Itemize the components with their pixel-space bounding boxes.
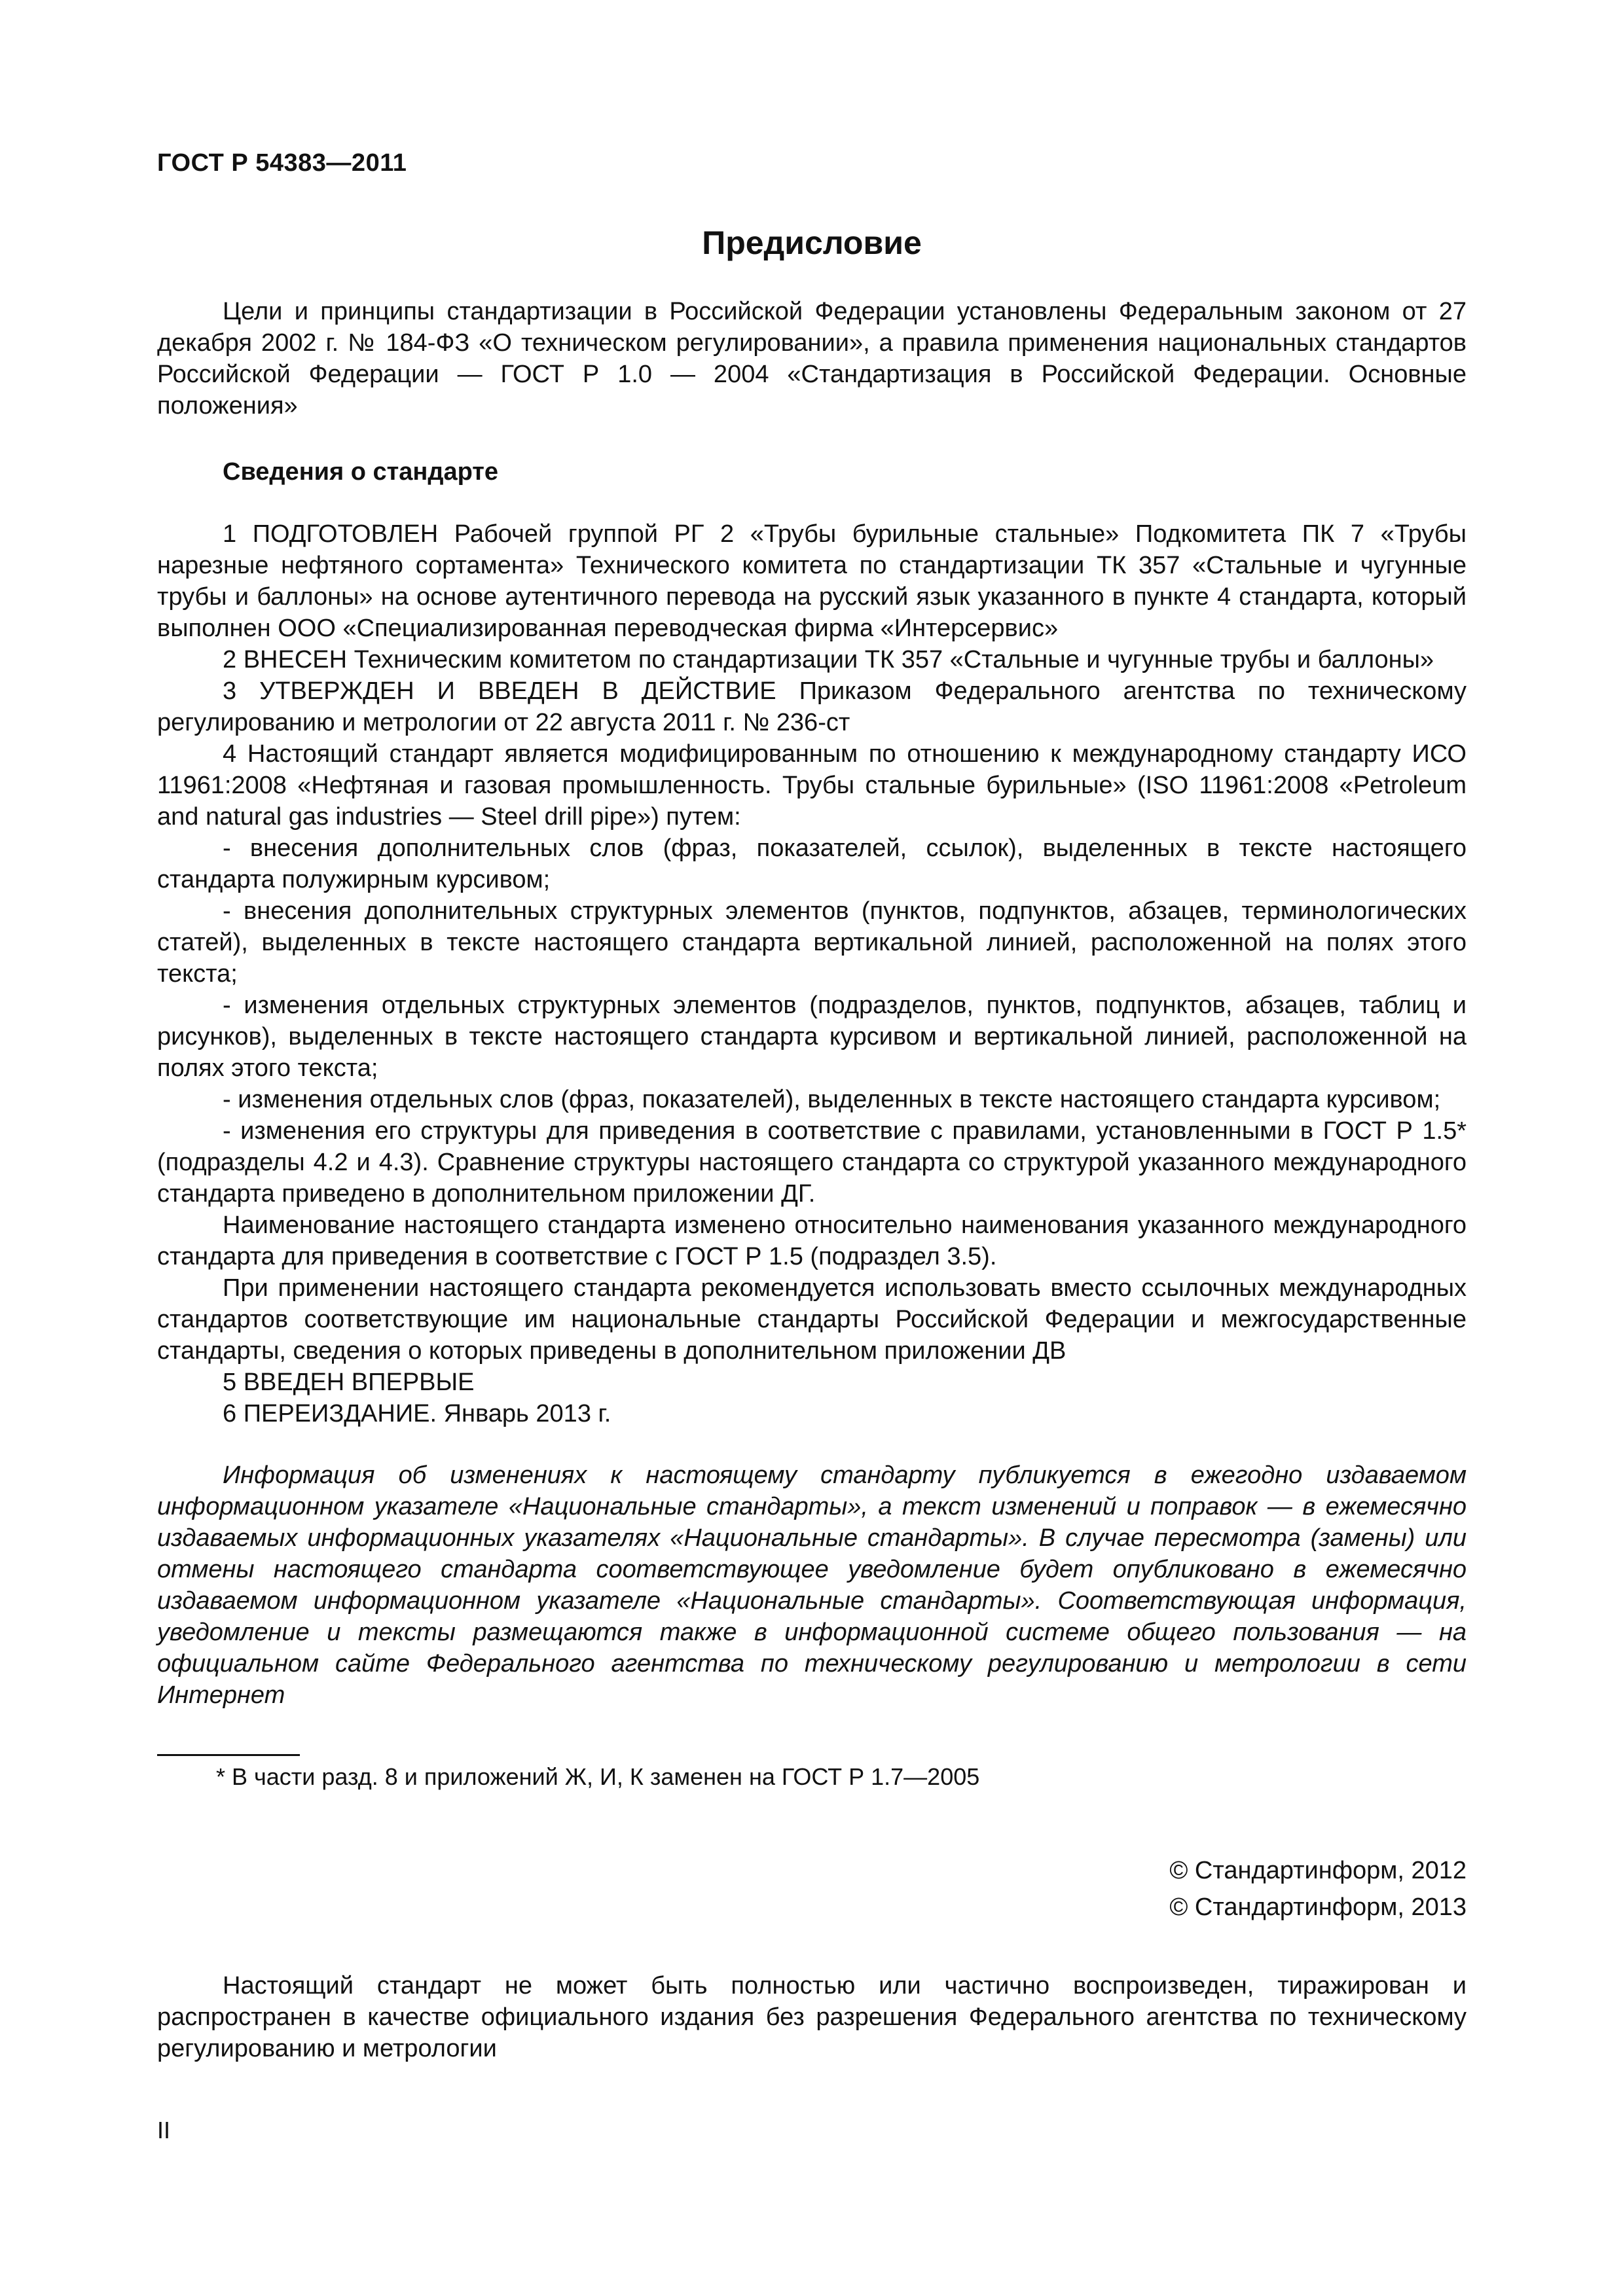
intro-section xyxy=(157,296,1467,422)
info-item-2: 2 ВНЕСЕН Техническим комитетом по стандартизации ТК 357 «Стальные и чугунные трубы и баллоны» xyxy=(223,646,1434,673)
reproduction-notice: Настоящий стандарт не может быть полностью или частично воспроизведен, тиражирован и распространен в качестве официального издания без разрешения Федерального агентства по техническому регулированию и метрологии xyxy=(157,1972,1467,2062)
section-heading: Сведения о стандарте xyxy=(223,458,499,486)
info-item-4-bullet-1: - внесения дополнительных слов (фраз, показателей, ссылок), выделенных в тексте настоящего стандарта полужирным курсивом; xyxy=(157,834,1467,893)
info-item-3: 3 УТВЕРЖДЕН И ВВЕДЕН В ДЕЙСТВИЕ Приказом Федерального агентства по техническому регулированию и метрологии от 22 августа 2011 г. № 236-ст xyxy=(157,677,1467,736)
info-item-5: 5 ВВЕДЕН ВПЕРВЫЕ xyxy=(223,1369,475,1396)
standard-designation: ГОСТ Р 54383—2011 xyxy=(157,149,407,177)
intro-paragraph: Цели и принципы стандартизации в Российской Федерации установлены Федеральным законом от 27 декабря 2002 г. № 184-ФЗ «О техническом регулировании», а правила применения национальных стандартов Российской Федерации — ГОСТ Р 1.0 — 2004 «Стандартизация в Российской Федерации. Основные положения» xyxy=(157,298,1467,420)
info-item-6: 6 ПЕРЕИЗДАНИЕ. Январь 2013 г. xyxy=(223,1400,611,1427)
info-item-4-bullet-2: - внесения дополнительных структурных элементов (пунктов, подпунктов, абзацев, терминологических статей), выделенных в тексте настоящего стандарта вертикальной линией, расположенной на полях этого текста; xyxy=(157,897,1467,988)
info-item-4-name-note: Наименование настоящего стандарта изменено относительно наименования указанного международного стандарта для приведения в соответствие с ГОСТ Р 1.5 (подраздел 3.5). xyxy=(157,1211,1467,1270)
copyright-line-2: © Стандартинформ, 2013 xyxy=(1169,1893,1467,1921)
info-item-4-references-note: При применении настоящего стандарта рекомендуется использовать вместо ссылочных международных стандартов соответствующие им национальные стандарты Российской Федерации и межгосударственные стандарты, сведения о которых приведены в дополнительном приложении ДВ xyxy=(157,1274,1467,1365)
page-number: II xyxy=(157,2117,171,2144)
info-item-1: 1 ПОДГОТОВЛЕН Рабочей группой РГ 2 «Трубы бурильные стальные» Подкомитета ПК 7 «Трубы нарезные нефтяного сортамента» Технического комитета по стандартизации ТК 357 «Стальные и чугунные трубы и баллоны» на основе аутентичного перевода на русский язык указанного в пункте 4 стандарта, который выполнен ООО «Специализированная переводческая фирма «Интерсервис» xyxy=(157,520,1467,642)
footnote-divider xyxy=(157,1754,300,1756)
info-item-4: 4 Настоящий стандарт является модифицированным по отношению к международному стандарту ИСО 11961:2008 «Нефтяная и газовая промышленность. Трубы стальные бурильные» (ISO 11961:2008 «Petroleum and natural gas industries — Steel drill pipe») путем: xyxy=(157,740,1467,831)
copyright-line-1: © Стандартинформ, 2012 xyxy=(1169,1857,1467,1884)
page-title: Предисловие xyxy=(702,224,922,261)
copyright-block xyxy=(1169,1852,1467,1926)
reproduction-notice-section xyxy=(157,1970,1467,2064)
info-item-4-bullet-4: - изменения отдельных слов (фраз, показателей), выделенных в тексте настоящего стандарта курсивом; xyxy=(223,1086,1441,1113)
footnote: * В части разд. 8 и приложений Ж, И, К заменен на ГОСТ Р 1.7—2005 xyxy=(216,1763,980,1790)
changes-info-section xyxy=(157,1460,1467,1711)
standard-info-section xyxy=(157,518,1467,1429)
changes-info-paragraph: Информация об изменениях к настоящему стандарту публикуется в ежегодно издаваемом информационном указателе «Национальные стандарты», а текст изменений и поправок — в ежемесячно издаваемых информационных указателях «Национальные стандарты». В случае пересмотра (замены) или отмены настоящего стандарта соответствующее уведомление будет опубликовано в ежемесячно издаваемом информационном указателе «Национальные стандарты». Соответствующая информация, уведомление и тексты размещаются также в информационной системе общего пользования — на официальном сайте Федерального агентства по техническому регулированию и метрологии в сети Интернет xyxy=(157,1462,1467,1709)
info-item-4-bullet-3: - изменения отдельных структурных элементов (подразделов, пунктов, подпунктов, абзацев, таблиц и рисунков), выделенных в тексте настоящего стандарта курсивом и вертикальной линией, расположенной на полях этого текста; xyxy=(157,992,1467,1082)
info-item-4-bullet-5: - изменения его структуры для приведения в соответствие с правилами, установленными в ГОСТ Р 1.5* (подразделы 4.2 и 4.3). Сравнение структуры настоящего стандарта со структурой указанного международного стандарта приведено в дополнительном приложении ДГ. xyxy=(157,1117,1467,1208)
